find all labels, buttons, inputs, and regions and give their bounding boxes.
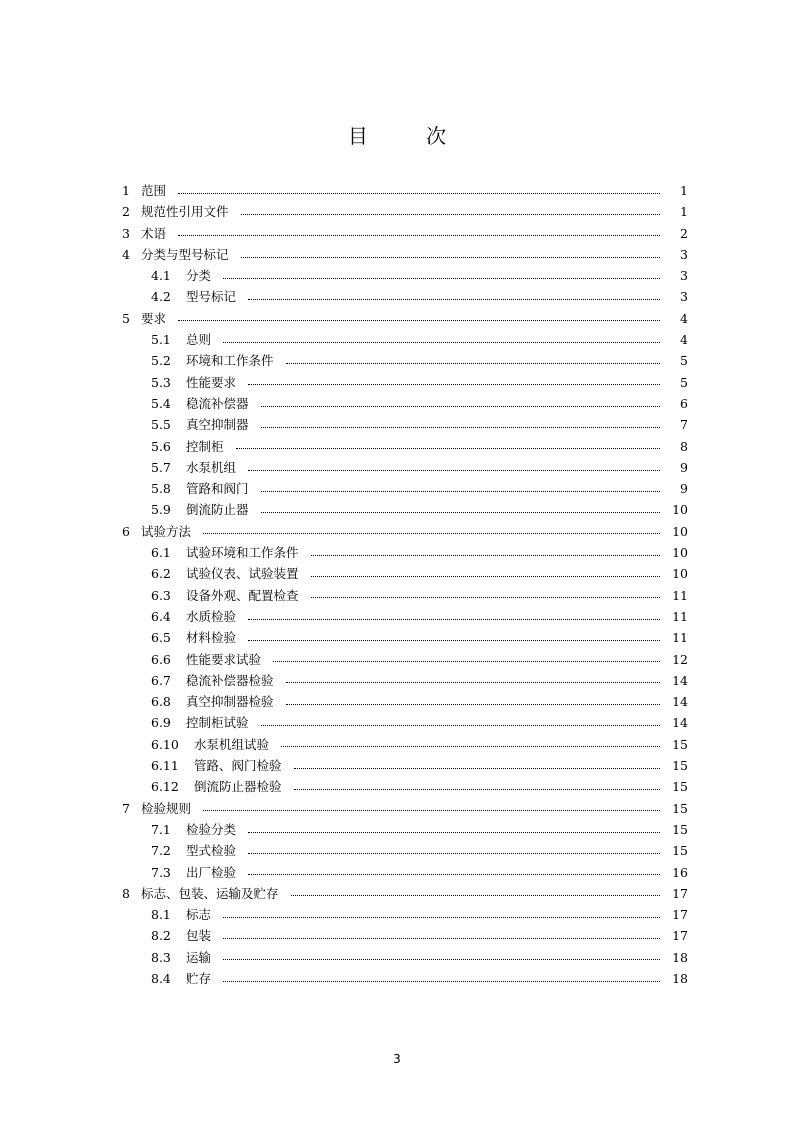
toc-entry-number: 5.7 <box>151 459 171 475</box>
toc-entry-number: 6.6 <box>151 651 171 667</box>
toc-dot-leader <box>248 383 660 385</box>
toc-entry[interactable] <box>122 925 688 946</box>
toc-entry-page: 3 <box>680 289 688 305</box>
toc-dot-leader <box>236 447 660 449</box>
toc-entry[interactable] <box>122 776 688 797</box>
toc-dot-leader <box>261 490 660 492</box>
toc-entry-page: 3 <box>680 246 688 262</box>
toc-dot-leader <box>223 341 660 343</box>
toc-entry-page: 10 <box>672 523 688 539</box>
toc-dot-leader <box>223 916 660 918</box>
toc-entry[interactable] <box>122 223 688 244</box>
toc-entry[interactable] <box>122 649 688 670</box>
toc-entry[interactable] <box>122 968 688 989</box>
toc-entry[interactable] <box>122 798 688 819</box>
toc-entry-page: 2 <box>680 225 688 241</box>
toc-entry[interactable] <box>122 329 688 350</box>
toc-entry[interactable] <box>122 180 688 201</box>
toc-entry-title: 型号标记 <box>186 289 237 305</box>
toc-dot-leader <box>241 213 660 215</box>
toc-entry-title: 总则 <box>186 332 212 348</box>
toc-entry-title: 运输 <box>186 949 212 965</box>
toc-entry-title: 要求 <box>141 310 167 326</box>
toc-entry-title: 规范性引用文件 <box>141 204 229 220</box>
toc-entry-page: 7 <box>680 417 688 433</box>
toc-entry[interactable] <box>122 606 688 627</box>
toc-entry-number: 5.4 <box>151 395 171 411</box>
toc-dot-leader <box>273 660 660 662</box>
toc-entry-title: 控制柜 <box>186 438 224 454</box>
toc-dot-leader <box>294 767 660 769</box>
toc-dot-leader <box>261 511 660 513</box>
toc-entry-number: 4 <box>122 246 130 262</box>
toc-entry[interactable] <box>122 350 688 371</box>
toc-entry[interactable] <box>122 265 688 286</box>
toc-entry-page: 12 <box>672 651 688 667</box>
toc-entry-page: 11 <box>672 630 688 646</box>
toc-entry-title: 材料检验 <box>186 630 237 646</box>
toc-entry-title: 性能要求试验 <box>186 651 262 667</box>
toc-dot-leader <box>178 192 660 194</box>
toc-entry-title: 水泵机组试验 <box>194 736 270 752</box>
toc-entry-page: 6 <box>680 395 688 411</box>
toc-entry-number: 6.11 <box>151 758 179 774</box>
toc-entry-page: 18 <box>672 970 688 986</box>
toc-entry[interactable] <box>122 542 688 563</box>
toc-entry-page: 15 <box>672 821 688 837</box>
toc-entry-title: 倒流防止器检验 <box>194 779 282 795</box>
toc-dot-leader <box>281 745 660 747</box>
toc-entry-page: 10 <box>672 502 688 518</box>
toc-entry-number: 7 <box>122 800 130 816</box>
toc-entry[interactable] <box>122 691 688 712</box>
toc-entry-number: 6.4 <box>151 608 171 624</box>
toc-entry-page: 1 <box>680 204 688 220</box>
toc-dot-leader <box>223 980 660 982</box>
toc-entry-page: 17 <box>672 885 688 901</box>
toc-dot-leader <box>248 873 660 875</box>
toc-entry-number: 8.1 <box>151 907 171 923</box>
toc-entry-page: 15 <box>672 779 688 795</box>
toc-entry[interactable] <box>122 201 688 222</box>
page-title: 目 次 <box>347 124 473 148</box>
toc-dot-leader <box>248 298 660 300</box>
toc-entry-page: 15 <box>672 800 688 816</box>
toc-entry-number: 1 <box>122 183 130 198</box>
toc-dot-leader <box>311 596 660 598</box>
toc-entry[interactable] <box>122 883 688 904</box>
toc-entry[interactable] <box>122 819 688 840</box>
toc-entry-page: 15 <box>672 758 688 774</box>
toc-entry-number: 7.2 <box>151 843 171 859</box>
toc-entry[interactable] <box>122 372 688 393</box>
toc-entry-title: 检验分类 <box>186 821 237 837</box>
toc-entry[interactable] <box>122 436 688 457</box>
toc-entry-page: 11 <box>672 608 688 624</box>
toc-entry[interactable] <box>122 457 688 478</box>
toc-entry-page: 9 <box>680 481 688 497</box>
toc-entry-number: 6.3 <box>151 587 171 603</box>
toc-entry-title: 分类 <box>186 268 212 284</box>
toc-entry-page: 9 <box>680 459 688 475</box>
toc-entry-page: 16 <box>672 864 688 880</box>
toc-entry-number: 5.5 <box>151 417 171 433</box>
toc-entry-title: 贮存 <box>186 970 212 986</box>
toc-entry-title: 倒流防止器 <box>186 502 249 518</box>
toc-entry-number: 6.2 <box>151 566 171 582</box>
toc-entry[interactable] <box>122 947 688 968</box>
toc-dot-leader <box>178 319 660 321</box>
toc-entry-page: 15 <box>672 736 688 752</box>
toc-entry-page: 10 <box>672 545 688 561</box>
toc-entry-number: 5.8 <box>151 481 171 497</box>
toc-entry-number: 5.9 <box>151 502 171 518</box>
toc-dot-leader <box>223 277 660 279</box>
toc-entry-number: 6 <box>122 523 130 539</box>
toc-entry[interactable] <box>122 734 688 755</box>
toc-entry[interactable] <box>122 414 688 435</box>
toc-entry-number: 6.1 <box>151 545 171 561</box>
toc-entry-page: 5 <box>680 374 688 390</box>
toc-entry-page: 4 <box>680 332 688 348</box>
toc-entry-title: 稳流补偿器 <box>186 395 249 411</box>
toc-entry-title: 管路和阀门 <box>186 481 249 497</box>
toc-entry-number: 6.7 <box>151 672 171 688</box>
toc-entry-number: 8.4 <box>151 970 171 986</box>
toc-entry-number: 4.1 <box>151 268 171 284</box>
toc-entry-number: 5.2 <box>151 353 171 369</box>
toc-dot-leader <box>203 532 660 534</box>
toc-entry-title: 分类与型号标记 <box>141 246 229 262</box>
toc-entry-page: 5 <box>680 353 688 369</box>
toc-entry-page: 14 <box>672 672 688 688</box>
toc-entry-title: 性能要求 <box>186 374 237 390</box>
toc-dot-leader <box>286 362 660 364</box>
toc-dot-leader <box>261 426 660 428</box>
toc-entry[interactable] <box>122 712 688 733</box>
toc-entry-page: 11 <box>672 587 688 603</box>
toc-entry[interactable] <box>122 286 688 307</box>
toc-entry-number: 5.3 <box>151 374 171 390</box>
toc-entry-title: 型式检验 <box>186 843 237 859</box>
toc-dot-leader <box>286 703 660 705</box>
toc-entry[interactable] <box>122 244 688 265</box>
toc-entry[interactable] <box>122 862 688 883</box>
toc-entry-title: 范围 <box>141 183 167 198</box>
toc-entry-number: 5 <box>122 310 130 326</box>
toc-entry-title: 控制柜试验 <box>186 715 249 731</box>
toc-entry-page: 10 <box>672 566 688 582</box>
toc-entry-title: 试验方法 <box>141 523 192 539</box>
toc-entry[interactable] <box>122 755 688 776</box>
toc-entry-number: 2 <box>122 204 130 220</box>
toc-entry[interactable] <box>122 308 688 329</box>
toc-entry-number: 6.10 <box>151 736 179 752</box>
toc-entry-title: 管路、阀门检验 <box>194 758 282 774</box>
toc-entry-number: 4.2 <box>151 289 171 305</box>
toc-dot-leader <box>248 852 660 854</box>
toc-entry-page: 4 <box>680 310 688 326</box>
toc-entry-title: 真空抑制器检验 <box>186 694 274 710</box>
toc-entry[interactable] <box>122 627 688 648</box>
toc-dot-leader <box>203 809 660 811</box>
toc-entry-number: 8.3 <box>151 949 171 965</box>
toc-entry-title: 真空抑制器 <box>186 417 249 433</box>
table-of-contents <box>122 180 688 989</box>
toc-entry-page: 17 <box>672 928 688 944</box>
toc-dot-leader <box>223 937 660 939</box>
toc-entry[interactable] <box>122 840 688 861</box>
toc-entry-title: 水泵机组 <box>186 459 237 475</box>
toc-entry-title: 标志 <box>186 907 212 923</box>
toc-dot-leader <box>311 575 660 577</box>
toc-dot-leader <box>286 681 660 683</box>
toc-entry-title: 环境和工作条件 <box>186 353 274 369</box>
toc-entry-page: 15 <box>672 843 688 859</box>
toc-entry-page: 14 <box>672 694 688 710</box>
page-number: 3 <box>393 1052 401 1066</box>
toc-entry-title: 试验环境和工作条件 <box>186 545 299 561</box>
toc-entry-number: 8 <box>122 885 130 901</box>
toc-entry[interactable] <box>122 563 688 584</box>
toc-entry[interactable] <box>122 499 688 520</box>
toc-entry-number: 7.1 <box>151 821 171 837</box>
toc-entry-page: 17 <box>672 907 688 923</box>
toc-entry[interactable] <box>122 904 688 925</box>
toc-entry[interactable] <box>122 393 688 414</box>
toc-entry-page: 18 <box>672 949 688 965</box>
toc-entry-title: 检验规则 <box>141 800 192 816</box>
toc-entry-number: 6.12 <box>151 779 179 795</box>
toc-dot-leader <box>248 469 660 471</box>
toc-entry-title: 设备外观、配置检查 <box>186 587 299 603</box>
toc-entry-number: 6.8 <box>151 694 171 710</box>
toc-entry[interactable] <box>122 670 688 691</box>
toc-dot-leader <box>311 554 660 556</box>
toc-dot-leader <box>178 234 660 236</box>
toc-entry-title: 稳流补偿器检验 <box>186 672 274 688</box>
toc-entry-title: 水质检验 <box>186 608 237 624</box>
toc-dot-leader <box>241 256 660 258</box>
toc-entry-number: 8.2 <box>151 928 171 944</box>
toc-entry-page: 14 <box>672 715 688 731</box>
toc-entry-page: 1 <box>680 183 688 198</box>
toc-dot-leader <box>294 788 660 790</box>
toc-dot-leader <box>248 831 660 833</box>
toc-entry[interactable] <box>122 585 688 606</box>
toc-dot-leader <box>223 958 660 960</box>
toc-entry-title: 试验仪表、试验装置 <box>186 566 299 582</box>
toc-entry-title: 出厂检验 <box>186 864 237 880</box>
toc-dot-leader <box>261 405 660 407</box>
toc-dot-leader <box>248 618 660 620</box>
toc-dot-leader <box>248 639 660 641</box>
toc-entry-number: 7.3 <box>151 864 171 880</box>
toc-entry-number: 6.9 <box>151 715 171 731</box>
toc-entry[interactable] <box>122 478 688 499</box>
toc-dot-leader <box>261 724 660 726</box>
toc-entry-page: 3 <box>680 268 688 284</box>
toc-entry-number: 3 <box>122 225 130 241</box>
toc-entry-title: 包装 <box>186 928 212 944</box>
toc-entry-number: 6.5 <box>151 630 171 646</box>
toc-entry-title: 术语 <box>141 225 167 241</box>
toc-entry-title: 标志、包装、运输及贮存 <box>141 885 279 901</box>
toc-entry[interactable] <box>122 521 688 542</box>
toc-entry-page: 8 <box>680 438 688 454</box>
toc-entry-number: 5.6 <box>151 438 171 454</box>
toc-dot-leader <box>291 894 660 896</box>
toc-entry-number: 5.1 <box>151 332 171 348</box>
